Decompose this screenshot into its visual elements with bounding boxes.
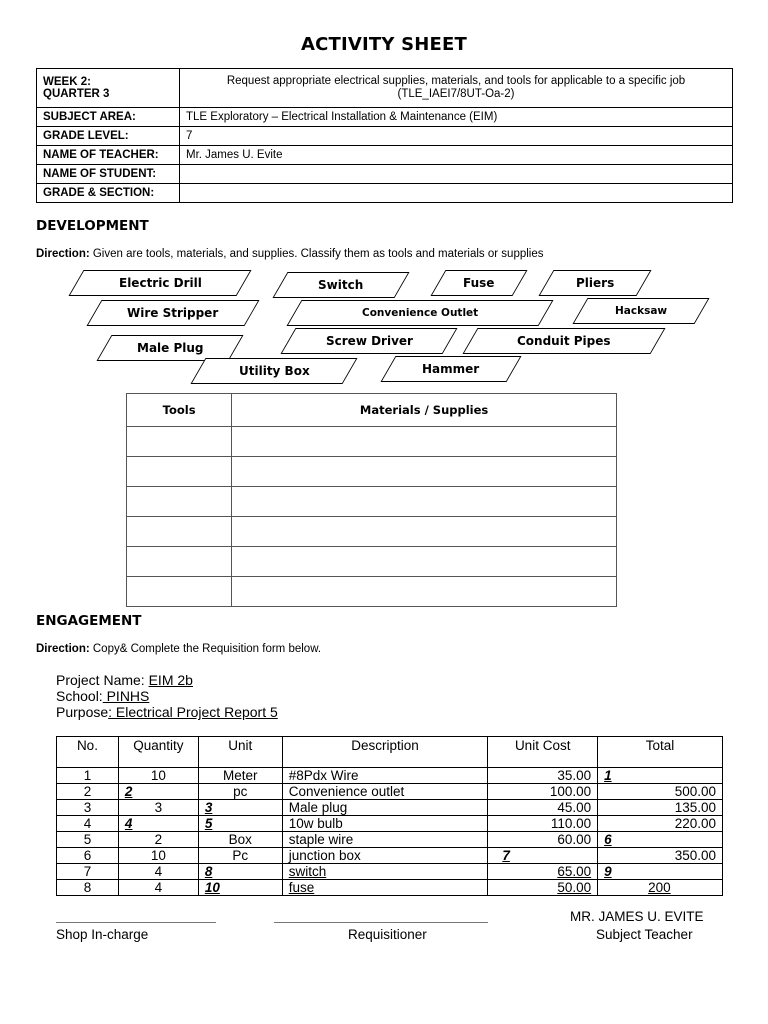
item-convenience-outlet: Convenience Outlet — [286, 300, 553, 326]
blank-answer-7[interactable]: 7 — [502, 848, 510, 863]
materials-cell[interactable] — [232, 427, 617, 457]
blank-answer-9[interactable]: 9 — [604, 864, 612, 879]
header-no: No. — [57, 737, 119, 768]
item-electric-drill: Electric Drill — [68, 270, 251, 296]
direction-label: Direction: — [36, 643, 90, 655]
item-hammer: Hammer — [380, 356, 521, 382]
materials-cell[interactable] — [232, 487, 617, 517]
project-name-value: EIM 2b — [148, 672, 193, 688]
teacher-value: Mr. James U. Evite — [180, 146, 733, 165]
blank-answer-1[interactable]: 1 — [604, 768, 612, 783]
purpose-value: : Electrical Project Report 5 — [108, 704, 278, 720]
info-table — [36, 68, 733, 203]
subject-label: SUBJECT AREA: — [37, 108, 180, 127]
quarter-label: QUARTER 3 — [43, 88, 110, 100]
item-pliers: Pliers — [538, 270, 651, 296]
section-field[interactable] — [180, 184, 733, 203]
item-male-plug: Male Plug — [96, 335, 243, 361]
engagement-direction — [36, 643, 321, 655]
tools-cell[interactable] — [127, 487, 232, 517]
blank-answer-2[interactable]: 2 — [124, 784, 133, 799]
item-utility-box: Utility Box — [190, 358, 357, 384]
subject-value: TLE Exploratory – Electrical Installation & Maintenance (EIM) — [180, 108, 733, 127]
project-name-line: Project Name: EIM 2b — [56, 672, 193, 688]
teacher-name: MR. JAMES U. EVITE — [570, 909, 704, 924]
direction-text: Copy& Complete the Requisition form below. — [89, 643, 322, 655]
table-row: 3 3 3 Male plug 45.00 135.00 — [57, 800, 723, 816]
table-row: 5 2 Box staple wire 60.00 6 — [57, 832, 723, 848]
grade-label: GRADE LEVEL: — [37, 127, 180, 146]
materials-cell[interactable] — [232, 517, 617, 547]
purpose-line: Purpose: Electrical Project Report 5 — [56, 704, 278, 720]
header-total: Total — [598, 737, 723, 768]
week-label: WEEK 2: — [43, 76, 91, 88]
tools-header: Tools — [127, 394, 232, 427]
competency-line1: Request appropriate electrical supplies, materials, and tools for applicable to a specific job — [226, 75, 686, 87]
week-quarter-cell — [37, 69, 180, 108]
page-title: ACTIVITY SHEET — [300, 34, 468, 55]
section-label: GRADE & SECTION: — [37, 184, 180, 203]
item-screw-driver: Screw Driver — [280, 328, 457, 354]
table-row: 2 2 pc Convenience outlet 100.00 500.00 — [57, 784, 723, 800]
item-wire-stripper: Wire Stripper — [86, 300, 259, 326]
tools-cell[interactable] — [127, 427, 232, 457]
table-row: 6 10 Pc junction box 7 350.00 — [57, 848, 723, 864]
materials-cell[interactable] — [232, 547, 617, 577]
blank-answer-4[interactable]: 4 — [124, 816, 133, 831]
materials-header: Materials / Supplies — [232, 394, 617, 427]
item-conduit-pipes: Conduit Pipes — [462, 328, 665, 354]
tools-cell[interactable] — [127, 577, 232, 607]
teacher-label: NAME OF TEACHER: — [37, 146, 180, 165]
development-heading: DEVELOPMENT — [36, 218, 149, 234]
competency-cell — [180, 69, 733, 108]
blank-answer-10[interactable]: 10 — [204, 880, 220, 895]
grade-value: 7 — [180, 127, 733, 146]
requisitioner-label: Requisitioner — [348, 927, 427, 942]
blank-answer-3[interactable]: 3 — [204, 800, 213, 815]
item-hacksaw: Hacksaw — [572, 298, 709, 324]
direction-text: Given are tools, materials, and supplies. Classify them as tools and materials or supplies — [89, 248, 544, 260]
shop-in-charge-label: Shop In-charge — [56, 927, 149, 942]
materials-cell[interactable] — [232, 577, 617, 607]
table-row: 4 4 5 10w bulb 110.00 220.00 — [57, 816, 723, 832]
table-row: 7 4 8 switch 65.00 9 — [57, 864, 723, 880]
header-description: Description — [282, 737, 488, 768]
development-direction — [36, 248, 544, 260]
direction-label: Direction: — [36, 248, 90, 260]
tools-cell[interactable] — [127, 517, 232, 547]
classification-table — [126, 393, 617, 607]
shop-signature-line — [56, 922, 216, 923]
table-row: 1 10 Meter #8Pdx Wire 35.00 1 — [57, 768, 723, 784]
blank-answer-6[interactable]: 6 — [604, 832, 612, 847]
school-line: School: PINHS — [56, 688, 150, 704]
materials-cell[interactable] — [232, 457, 617, 487]
engagement-heading: ENGAGEMENT — [36, 613, 142, 629]
table-row: 8 4 10 fuse 50.00 200 — [57, 880, 723, 896]
item-switch: Switch — [272, 272, 409, 298]
subject-teacher-label: Subject Teacher — [596, 927, 693, 942]
header-unit-cost: Unit Cost — [488, 737, 598, 768]
school-value: PINHS — [102, 688, 150, 704]
blank-answer-8[interactable]: 8 — [204, 864, 213, 879]
requisitioner-signature-line — [274, 922, 488, 923]
item-fuse: Fuse — [430, 270, 527, 296]
tools-cell[interactable] — [127, 457, 232, 487]
competency-line2: (TLE_IAEI7/8UT-Oa-2) — [397, 88, 515, 100]
requisition-table — [56, 736, 723, 896]
tools-cell[interactable] — [127, 547, 232, 577]
student-field[interactable] — [180, 165, 733, 184]
student-label: NAME OF STUDENT: — [37, 165, 180, 184]
header-quantity: Quantity — [118, 737, 198, 768]
blank-answer-5[interactable]: 5 — [204, 816, 213, 831]
header-unit: Unit — [198, 737, 282, 768]
